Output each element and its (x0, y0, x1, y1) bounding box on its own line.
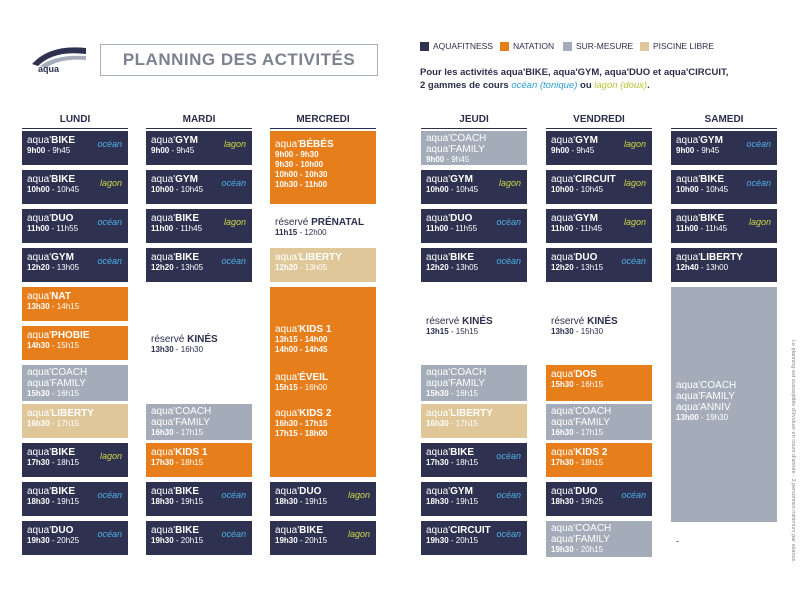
activity-card[interactable]: aqua'COACH aqua'FAMILY 16h30 - 17h15 (146, 404, 252, 440)
divider (546, 128, 652, 129)
activity-card[interactable]: aqua'GYM 18h30 - 19h15 océan (421, 482, 527, 516)
activity-card[interactable]: aqua'LIBERTY 16h30 - 17h15 (421, 404, 527, 438)
activity-card-reserved[interactable]: réservé KINÉS 13h30 - 16h30 (151, 334, 218, 354)
activity-card[interactable]: aqua'DOS 15h30 - 16h15 (546, 365, 652, 401)
activity-card[interactable]: aqua'PHOBIE 14h30 - 15h15 (22, 326, 128, 360)
gamme-label: océan (621, 490, 646, 500)
activity-card-reserved[interactable]: réservé KINÉS 13h30 - 15h30 (551, 316, 618, 336)
gamme-label: océan (97, 490, 122, 500)
activity-card[interactable]: aqua'COACH aqua'FAMILY aqua'ANNIV 13h00 - 19h30 (671, 287, 777, 522)
gamme-label: océan (746, 178, 771, 188)
gamme-label: lagon (99, 451, 122, 461)
activity-card[interactable]: aqua'COACH aqua'FAMILY 16h30 - 17h15 (546, 404, 652, 440)
activity-card[interactable]: aqua'NAT 13h30 - 14h15 (22, 287, 128, 321)
gamme-label: lagon (223, 217, 246, 227)
side-note: Le planning est susceptible d'évoluer en cours d'année - 3 personnes minimum par séance. (790, 340, 796, 563)
gamme-label: océan (496, 490, 521, 500)
activity-card[interactable]: aqua'BIKE 19h30 - 20h15 lagon (270, 521, 376, 555)
activity-card[interactable]: aqua'DUO 19h30 - 20h25 océan (22, 521, 128, 555)
day-header-samedi: SAMEDI (704, 114, 744, 125)
gamme-label: lagon (623, 178, 646, 188)
legend-piscine-libre: PISCINE LIBRE (640, 41, 714, 51)
gamme-label: lagon (623, 217, 646, 227)
activity-card[interactable]: aqua'CIRCUIT 19h30 - 20h15 océan (421, 521, 527, 555)
page-title: PLANNING DES ACTIVITÉS (100, 44, 378, 76)
activity-card[interactable]: aqua'DUO 11h00 - 11h55 océan (421, 209, 527, 243)
gamme-label: océan (97, 217, 122, 227)
gamme-label: lagon (347, 529, 370, 539)
divider (270, 128, 376, 129)
gamme-label: océan (221, 529, 246, 539)
gamme-label: océan (221, 256, 246, 266)
activity-card[interactable]: aqua'GYM 11h00 - 11h45 lagon (546, 209, 652, 243)
gamme-label: océan (496, 256, 521, 266)
day-header-jeudi: JEUDI (459, 114, 489, 125)
activity-card-reserved[interactable]: réservé KINÉS 13h15 - 15h15 (426, 316, 493, 336)
activity-card[interactable]: aqua'BÉBÉS 9h00 - 9h30 9h30 - 10h00 10h00 - 10h30 10h30 - 11h00 (270, 131, 376, 204)
activity-card[interactable]: aqua'BIKE 12h20 - 13h05 océan (146, 248, 252, 282)
divider (421, 128, 527, 129)
activity-card[interactable]: aqua'BIKE 10h00 - 10h45 lagon (22, 170, 128, 204)
info-text: Pour les activités aqua'BIKE, aqua'GYM, aqua'DUO et aqua'CIRCUIT, 2 gammes de cours océan (tonique) ou lagon (doux). (420, 67, 729, 91)
activity-card[interactable]: aqua'LIBERTY 16h30 - 17h15 (22, 404, 128, 438)
gamme-label: lagon (623, 139, 646, 149)
legend-natation: NATATION (500, 41, 554, 51)
day-header-vendredi: VENDREDI (573, 114, 625, 125)
gamme-label: lagon (223, 139, 246, 149)
gamme-label: océan (496, 217, 521, 227)
day-header-mardi: MARDI (182, 114, 216, 125)
activity-card[interactable]: aqua'COACH aqua'FAMILY 9h00 - 9h45 (421, 131, 527, 165)
activity-card[interactable]: aqua'LIBERTY 12h40 - 13h00 (671, 248, 777, 282)
gamme-label: océan (97, 139, 122, 149)
gamme-label: lagon (99, 178, 122, 188)
activity-card[interactable]: aqua'GYM 9h00 - 9h45 océan (671, 131, 777, 165)
legend-aquafitness: AQUAFITNESS (420, 41, 493, 51)
activity-card[interactable]: aqua'LIBERTY 12h20 - 13h05 (270, 248, 376, 282)
activity-card[interactable]: aqua'GYM 9h00 - 9h45 lagon (546, 131, 652, 165)
gamme-label: lagon (498, 178, 521, 188)
day-header-mercredi: MERCREDI (296, 114, 350, 125)
activity-card[interactable]: aqua'COACH aqua'FAMILY 15h30 - 16h15 (22, 365, 128, 401)
logo-text: aqua (38, 64, 60, 74)
gamme-label: océan (221, 178, 246, 188)
divider (22, 128, 128, 129)
gamme-label: océan (746, 139, 771, 149)
activity-card[interactable]: aqua'BIKE 11h00 - 11h45 lagon (671, 209, 777, 243)
activity-card[interactable]: aqua'KIDS 2 16h30 - 17h15 17h15 - 18h00 (275, 408, 332, 438)
gamme-label: lagon (748, 217, 771, 227)
activity-card[interactable]: aqua'BIKE 17h30 - 18h15 lagon (22, 443, 128, 477)
activity-card[interactable]: aqua'BIKE 18h30 - 19h15 océan (146, 482, 252, 516)
activity-card[interactable]: aqua'COACH aqua'FAMILY 15h30 - 16h15 (421, 365, 527, 401)
gamme-label: océan (97, 256, 122, 266)
gamme-label: lagon (347, 490, 370, 500)
activity-card[interactable]: aqua'BIKE 18h30 - 19h15 océan (22, 482, 128, 516)
activity-card[interactable]: aqua'ÉVEIL 15h15 - 16h00 (275, 372, 329, 392)
activity-card[interactable]: aqua'KIDS 2 17h30 - 18h15 (546, 443, 652, 477)
divider (146, 128, 252, 129)
activity-card[interactable]: aqua'BIKE 17h30 - 18h15 océan (421, 443, 527, 477)
activity-card[interactable]: aqua'BIKE 9h00 - 9h45 océan (22, 131, 128, 165)
activity-card[interactable]: aqua'BIKE 10h00 - 10h45 océan (671, 170, 777, 204)
divider (671, 128, 777, 129)
day-header-lundi: LUNDI (59, 114, 91, 125)
legend-sur-mesure: SUR-MESURE (563, 41, 633, 51)
activity-card[interactable]: aqua'BIKE 19h30 - 20h15 océan (146, 521, 252, 555)
activity-card[interactable]: aqua'KIDS 1 17h30 - 18h15 (146, 443, 252, 477)
activity-card[interactable]: aqua'KIDS 1 13h15 - 14h00 14h00 - 14h45 (275, 324, 332, 354)
activity-card[interactable]: aqua'GYM 10h00 - 10h45 lagon (421, 170, 527, 204)
activity-card[interactable]: aqua'COACH aqua'FAMILY 19h30 - 20h15 (546, 521, 652, 557)
gamme-label: océan (97, 529, 122, 539)
activity-card[interactable]: aqua'DUO 11h00 - 11h55 océan (22, 209, 128, 243)
activity-card[interactable]: aqua'BIKE 11h00 - 11h45 lagon (146, 209, 252, 243)
activity-card[interactable]: aqua'CIRCUIT 10h00 - 10h45 lagon (546, 170, 652, 204)
gamme-label: océan (496, 529, 521, 539)
gamme-label: océan (221, 490, 246, 500)
gamme-label: océan (496, 451, 521, 461)
activity-card[interactable]: aqua'GYM 10h00 - 10h45 océan (146, 170, 252, 204)
activity-card[interactable]: aqua'DUO 18h30 - 19h15 lagon (270, 482, 376, 516)
activity-card[interactable]: aqua'DUO 12h20 - 13h15 océan (546, 248, 652, 282)
activity-card[interactable]: aqua'DUO 18h30 - 19h25 océan (546, 482, 652, 516)
gamme-label: océan (621, 256, 646, 266)
activity-card[interactable]: aqua'BIKE 12h20 - 13h05 océan (421, 248, 527, 282)
empty-marker: - (676, 536, 679, 546)
activity-card[interactable]: aqua'GYM 9h00 - 9h45 lagon (146, 131, 252, 165)
activity-card[interactable]: aqua'GYM 12h20 - 13h05 océan (22, 248, 128, 282)
activity-card-reserved[interactable]: réservé PRÉNATAL 11h15 - 12h00 (275, 217, 365, 237)
